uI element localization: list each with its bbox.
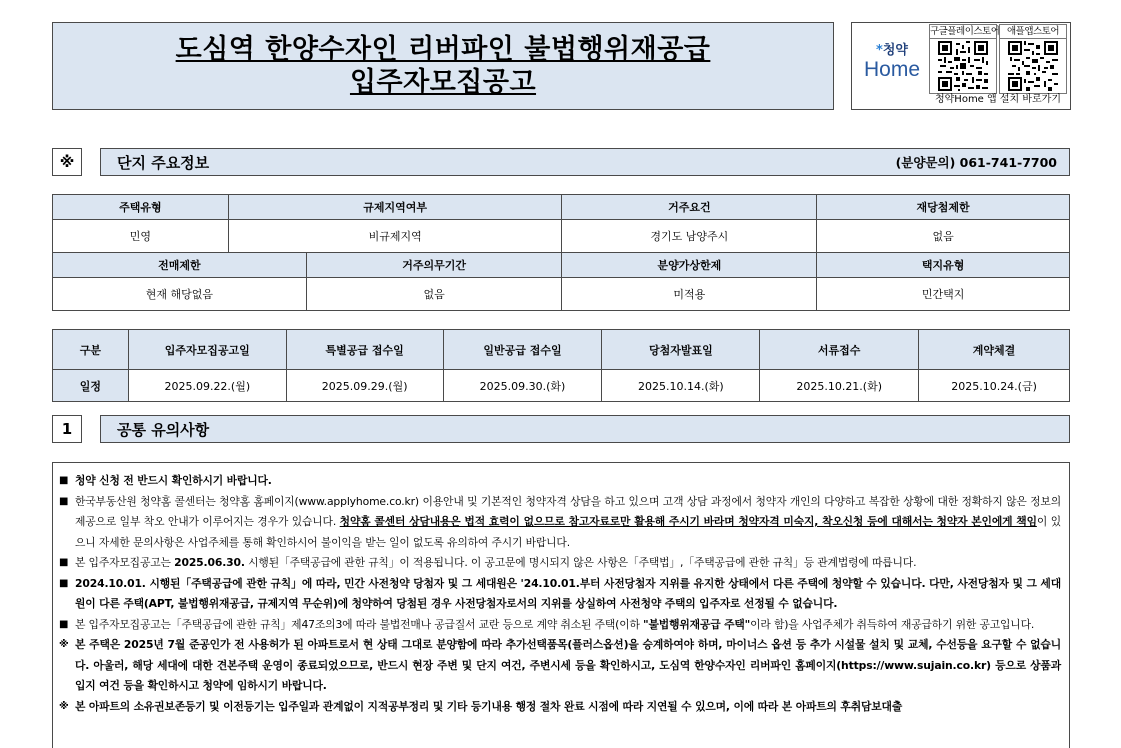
section-main-info-header — [52, 148, 1070, 176]
square-bullet: ■ — [59, 577, 69, 589]
list-item — [59, 471, 1061, 492]
section-title: 단지 주요정보 — [117, 153, 210, 172]
notice-text: 본 입주자모집공고는「주택공급에 관한 규칙」제47조의3에 따라 불법전매나 공급질서 교란 등으로 계약 취소된 주택(이하 "불법행위재공급 주택"이라 함)을 사업주체가 취득하여 재공급하기 위한 공고입니다. — [75, 617, 1035, 631]
table-header-cell: 계약체결 — [919, 330, 1070, 370]
table-header-cell: 특별공급 접수일 — [286, 330, 443, 370]
table-header-cell: 전매제한 — [53, 253, 307, 278]
sales-contact: (분양문의) 061-741-7700 — [895, 155, 1057, 170]
table-header-cell: 주택유형 — [53, 195, 229, 220]
square-bullet: ■ — [59, 495, 69, 507]
table-cell: 없음 — [306, 278, 562, 311]
list-item — [59, 697, 1061, 718]
table-cell: 비규제지역 — [228, 220, 562, 253]
table-cell: 2025.10.24.(금) — [919, 370, 1070, 402]
table-header-cell: 일반공급 접수일 — [443, 330, 602, 370]
table-header-cell: 분양가상한제 — [562, 253, 817, 278]
table-row — [53, 195, 1070, 220]
table-header-cell: 서류접수 — [760, 330, 919, 370]
square-bullet: ■ — [59, 618, 69, 630]
table-cell: 2025.09.30.(화) — [443, 370, 602, 402]
table-header-cell: 입주자모집공고일 — [128, 330, 286, 370]
title-line-1: 도심역 한양수자인 리버파인 불법행위재공급 — [175, 34, 711, 65]
list-item — [59, 615, 1061, 636]
complex-info-table — [52, 194, 1070, 311]
list-item — [59, 553, 1061, 574]
notice-text: 2024.10.01. 시행된「주택공급에 관한 규칙」에 따라, 민간 사전청약 당첨자 및 그 세대원은 '24.10.01.부터 사전당첨자 지위를 유지한 상태에서 다른 주택에 청약할 수 있습니다. 다만, 사전당첨자 및 그 세대원이 다른 주택(APT, 불법행위재공급, 규제지역 무순위)에 청약하여 당첨된 경우 사전당첨자로서의 지위를 상실하여 사전청약 주택의 입주자로 선정될 수 없습니다. — [75, 576, 1061, 610]
note-bullet: ※ — [59, 639, 69, 650]
notice-text: 한국부동산원 청약홈 콜센터는 청약홈 홈페이지(www.applyhome.co.kr) 이용안내 및 기본적인 청약자격 상담을 하고 있으며 고객 상담 과정에서 청약자 개인의 다양하고 복잡한 상황에 대한 정확하지 않은 정보의 제공으로 일부 착오 안내가 이루어지는 경우가 있습니다. 청약홈 콜센터 상담내용은 법적 효력이 없으므로 참고자료로만 활용해 주시기 바라며 청약자격 미숙지, 착오신청 등에 대해서는 청약자 본인에게 책임이 있으니 자세한 문의사항은 사업주체를 통해 확인하시어 불이익을 받는 일이 없도록 유의하여 주시기 바랍니다. — [75, 494, 1061, 549]
table-cell: 현재 해당없음 — [53, 278, 307, 311]
table-row — [53, 330, 1070, 370]
table-header-cell: 택지유형 — [817, 253, 1070, 278]
table-cell: 2025.10.21.(화) — [760, 370, 919, 402]
table-header-cell: 구분 — [53, 330, 129, 370]
table-header-cell: 거주의무기간 — [306, 253, 562, 278]
square-bullet: ■ — [59, 557, 69, 568]
apple-appstore-label: 애플앱스토어 — [1000, 25, 1066, 39]
google-play-qr[interactable] — [929, 24, 1000, 94]
note-symbol: ※ — [52, 148, 82, 176]
common-notice-box — [52, 462, 1070, 748]
section-common-notes-header — [52, 415, 1070, 443]
table-row — [53, 278, 1070, 311]
list-item — [59, 635, 1061, 697]
note-bullet: ※ — [59, 700, 69, 712]
table-cell: 없음 — [817, 220, 1070, 253]
apple-appstore-qr[interactable] — [999, 24, 1067, 94]
table-header-cell: 거주요건 — [562, 195, 817, 220]
notice-text: 본 아파트의 소유권보존등기 및 이전등기는 입주일과 관계없이 지적공부정리 및 기타 등기내용 행정 절차 완료 시점에 따라 지연될 수 있으며, 이에 따라 본 아파트의 후취담보대출 — [75, 699, 903, 713]
table-row-label: 일정 — [53, 370, 129, 402]
schedule-table — [52, 329, 1070, 402]
announcement-title-box — [52, 22, 834, 110]
notice-text: 청약 신청 전 반드시 확인하시기 바랍니다. — [75, 474, 272, 487]
table-cell: 2025.10.14.(화) — [602, 370, 760, 402]
app-install-link[interactable]: 청약Home 앱 설치 바로가기 — [934, 94, 1061, 105]
table-row — [53, 370, 1070, 402]
table-header-cell: 재당첨제한 — [817, 195, 1070, 220]
notice-text: 본 주택은 2025년 7월 준공인가 전 사용허가 된 아파트로서 현 상태 그대로 분양함에 따라 추가선택품목(플러스옵션)을 승계하여야 하며, 마이너스 옵션 등 추가 시설물 설치 및 교체, 수선등을 요구할 수 없습니다. 아울러, 해당 세대에 대한 견본주택 운영이 종료되었으므로, 반드시 현장 주변 및 단지 여건, 주변시세 등을 확인하시고, 도심역 한양수자인 리버파인 홈페이지(https://www.sujain.co.kr) 등으로 상품과 입지 여건 등을 확인하시고 청약에 임하시기 바랍니다. — [75, 638, 1061, 692]
table-header-cell: 당첨자발표일 — [602, 330, 760, 370]
qr-code-icon — [938, 41, 988, 91]
table-row — [53, 220, 1070, 253]
table-cell: 민간택지 — [817, 278, 1070, 311]
table-cell: 2025.09.22.(월) — [128, 370, 286, 402]
list-item — [59, 574, 1061, 615]
notice-text: 본 입주자모집공고는 2025.06.30. 시행된「주택공급에 관한 규칙」이 적용됩니다. 이 공고문에 명시되지 않은 사항은「주택법」,「주택공급에 관한 규칙」등 관계법령에 따릅니다. — [75, 556, 917, 569]
list-item — [59, 492, 1061, 554]
applyhome-logo: *청약 Home — [863, 43, 921, 81]
section-title: 공통 유의사항 — [117, 420, 210, 439]
table-cell: 2025.09.29.(월) — [286, 370, 443, 402]
google-play-label: 구글플레이스토어 — [930, 26, 1000, 37]
table-cell: 미적용 — [562, 278, 817, 311]
table-cell: 민영 — [53, 220, 229, 253]
section-number: 1 — [52, 415, 82, 443]
square-bullet: ■ — [59, 475, 69, 486]
table-cell: 경기도 남양주시 — [562, 220, 817, 253]
app-install-qr-box — [851, 22, 1071, 110]
title-line-2: 입주자모집공고 — [349, 67, 537, 98]
qr-code-icon — [1008, 41, 1058, 91]
table-header-cell: 규제지역여부 — [228, 195, 562, 220]
table-row — [53, 253, 1070, 278]
